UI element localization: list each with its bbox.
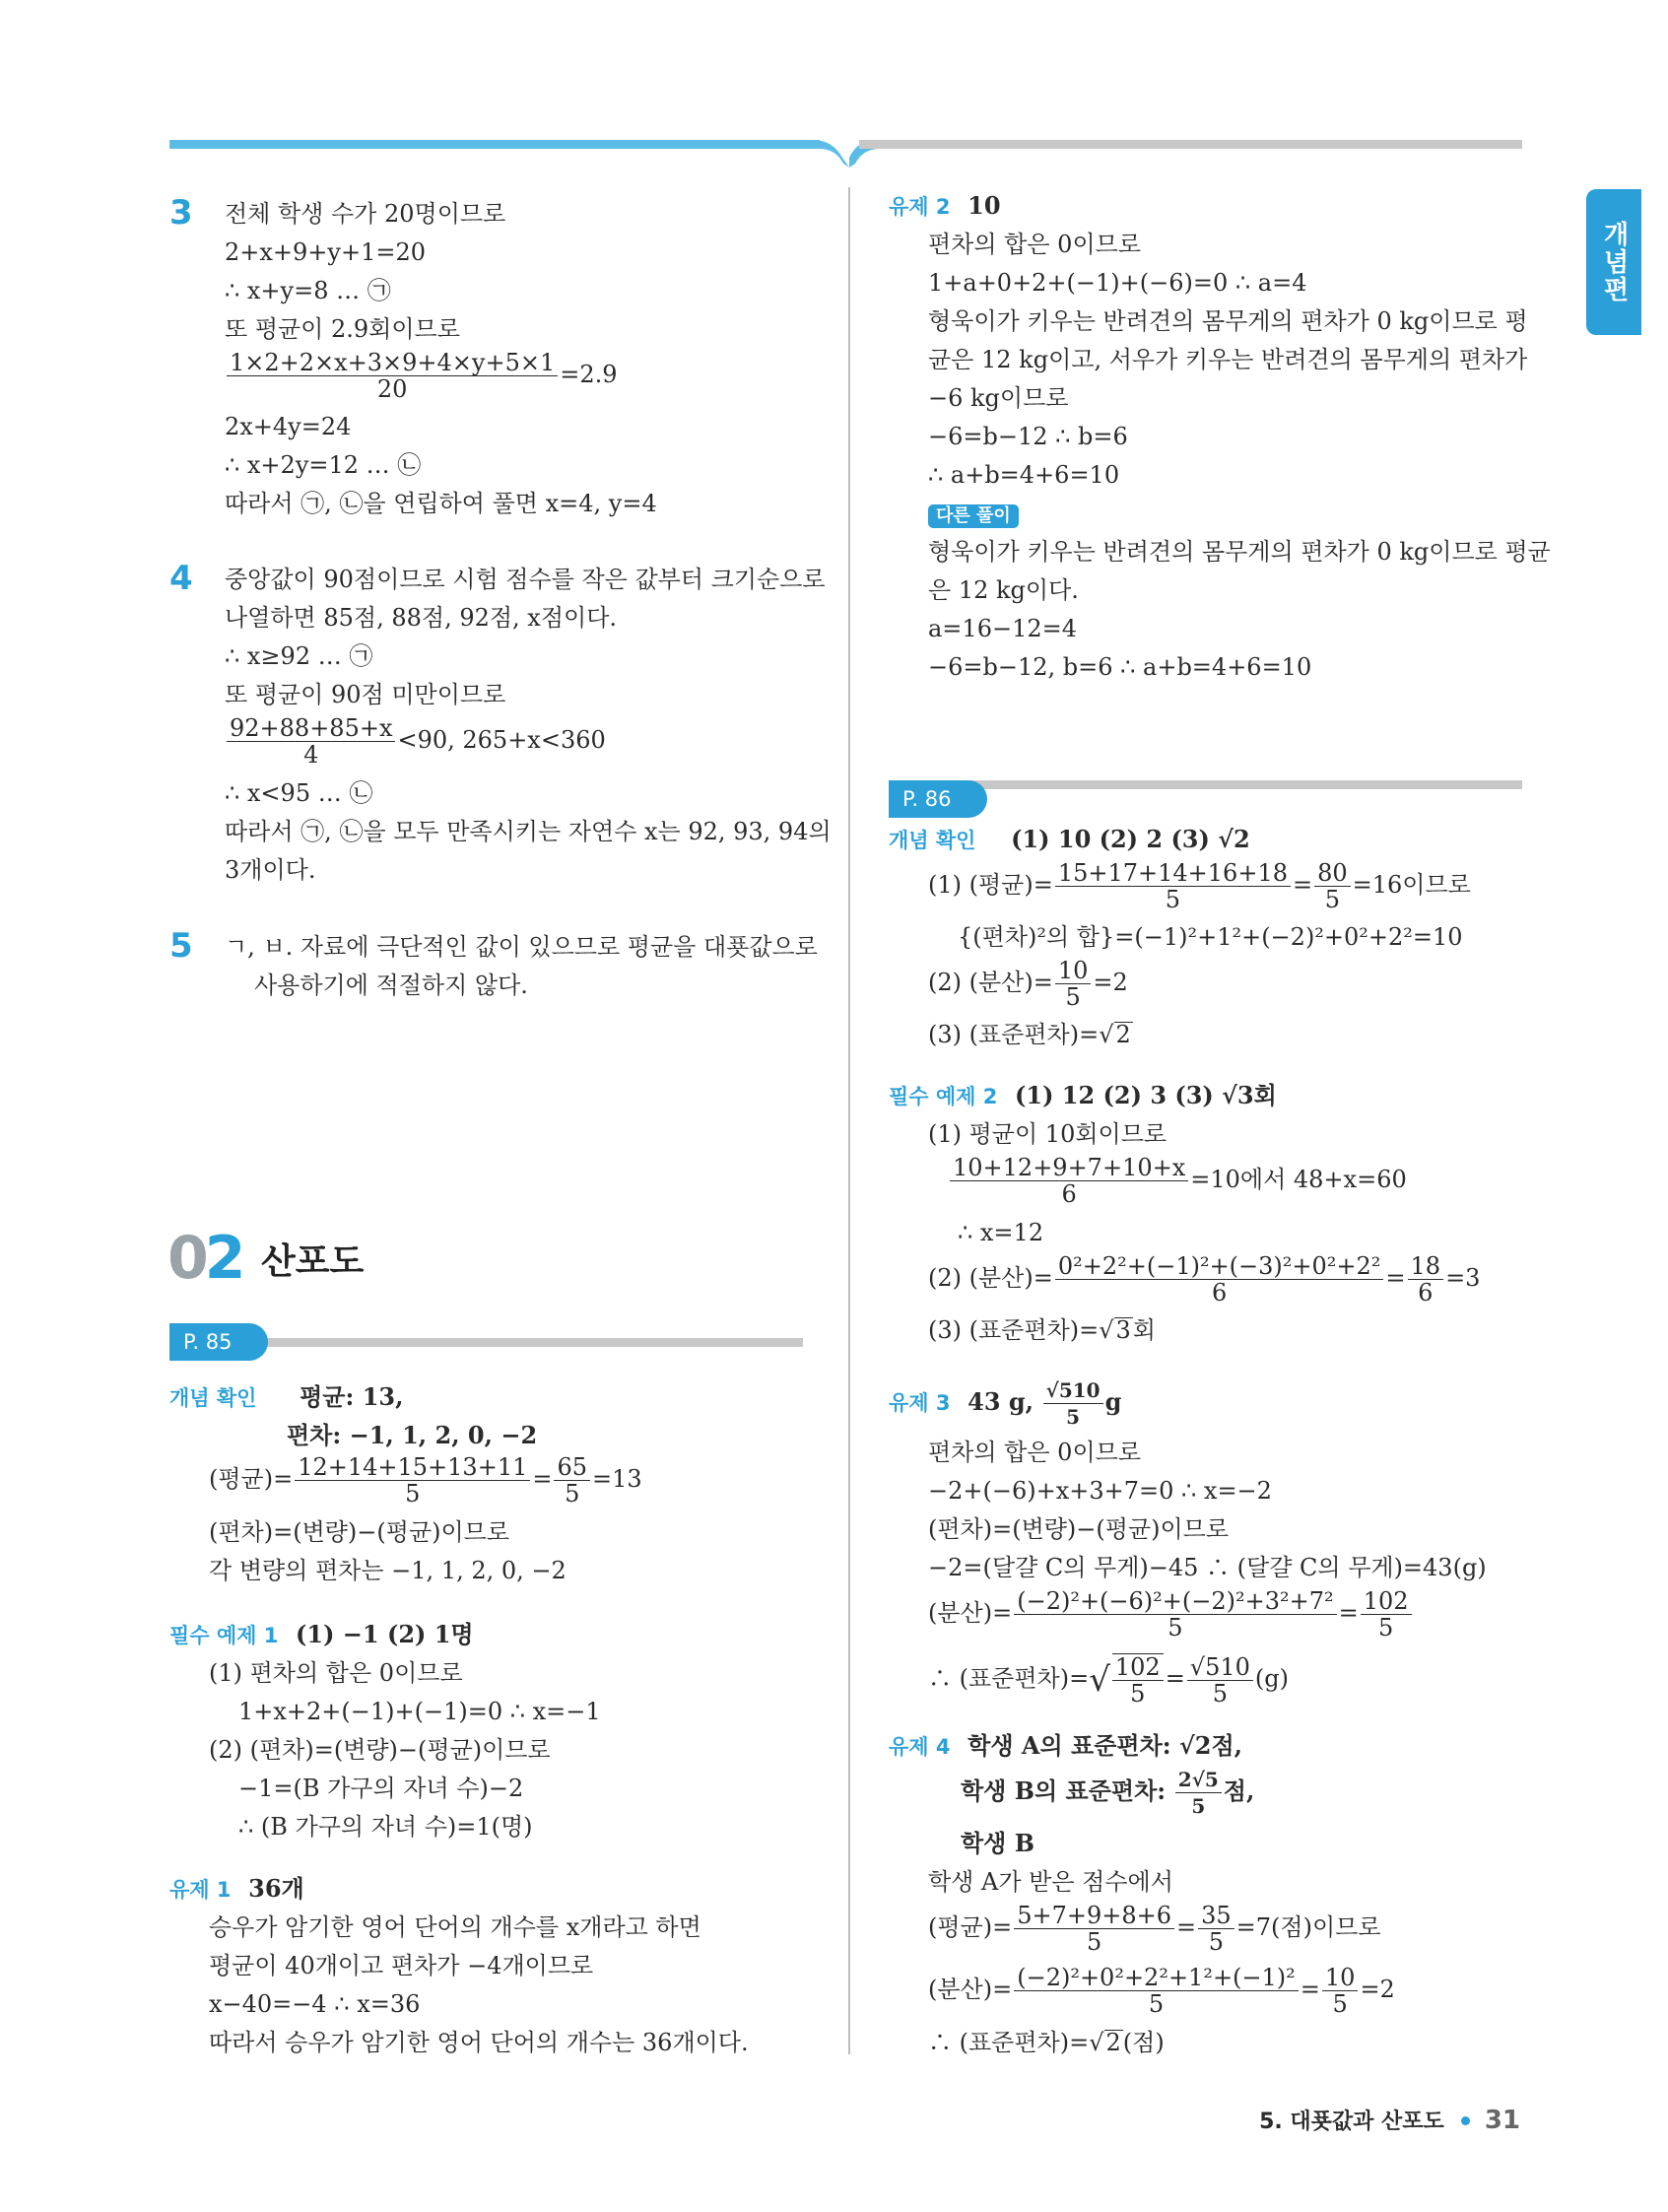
equation: ∴ (B 가구의 자녀 수)=1(명) bbox=[238, 1813, 533, 1841]
denominator: 5 bbox=[1191, 1794, 1206, 1818]
denominator: 5 bbox=[1212, 1679, 1228, 1708]
problem-header bbox=[889, 1731, 1242, 1762]
problem-number: 4 bbox=[169, 559, 193, 598]
page-ref-bar bbox=[246, 1338, 803, 1347]
rhs: =2 bbox=[1360, 1976, 1395, 2003]
answer: 10 bbox=[967, 191, 1001, 220]
rhs: =7(점)이므로 bbox=[1235, 1913, 1381, 1941]
numerator: 18 bbox=[1408, 1253, 1444, 1280]
section-number-zero: 0 bbox=[167, 1224, 205, 1293]
concept-label: 개념 확인 bbox=[169, 1386, 257, 1410]
fraction-equation bbox=[928, 958, 1128, 1010]
numerator: 102 bbox=[1112, 1654, 1164, 1681]
equation: ∴ x+2y=12 … ㉡ bbox=[225, 451, 422, 479]
equation: ∴ x≥92 … ㉠ bbox=[225, 642, 373, 670]
section-number-two: 2 bbox=[204, 1224, 242, 1293]
lhs: (평균)= bbox=[928, 1913, 1013, 1941]
page-ref-badge: P. 85 bbox=[169, 1323, 268, 1361]
eq: = bbox=[532, 1465, 553, 1493]
numerator: √510 bbox=[1187, 1654, 1253, 1681]
fraction-equation bbox=[209, 1454, 642, 1507]
denominator: 5 bbox=[1148, 1990, 1165, 2018]
numerator: (−2)²+0²+2²+1²+(−1)² bbox=[1014, 1965, 1299, 1991]
chapter-title: 5. 대푯값과 산포도 bbox=[1259, 2110, 1444, 2134]
numerator: √510 bbox=[1043, 1377, 1103, 1404]
denominator: 5 bbox=[1066, 1405, 1081, 1429]
text-line: 전체 학생 수가 20명이므로 bbox=[225, 200, 506, 228]
equation: 1+x+2+(−1)+(−1)=0 ∴ x=−1 bbox=[238, 1698, 601, 1725]
text-line: 평균이 40개이고 편차가 −4개이므로 bbox=[209, 1952, 594, 1979]
denominator: 5 bbox=[1168, 1614, 1183, 1642]
fraction-equation bbox=[225, 715, 606, 768]
section-number bbox=[167, 1224, 242, 1293]
answer: 학생 B의 표준편차: bbox=[961, 1776, 1167, 1805]
text-line: 형욱이가 키우는 반려견의 몸무게의 편차가 0 kg이므로 평 bbox=[928, 307, 1528, 335]
eq: = bbox=[1338, 1599, 1359, 1627]
lhs: (분산)= bbox=[928, 1599, 1013, 1627]
numerator: 10+12+9+7+10+x bbox=[950, 1155, 1188, 1181]
text-line: (1) 평균이 10회이므로 bbox=[928, 1120, 1168, 1148]
fraction-equation: ∴ (표준편차)=√ $\frac{102}{5}$ = $\frac{√510}{5}$ (g) bbox=[928, 1652, 1289, 1708]
equation: −6=b−12 ∴ b=6 bbox=[928, 423, 1128, 450]
answer: 학생 B bbox=[961, 1829, 1035, 1857]
answer: 학생 A의 표준편차: √2점, bbox=[967, 1731, 1242, 1760]
radicand: 2 bbox=[1105, 2029, 1121, 2056]
numerator: 10 bbox=[1322, 1965, 1359, 1991]
denominator: 6 bbox=[1418, 1279, 1434, 1307]
numerator: 2√5 bbox=[1175, 1767, 1222, 1793]
concept-label: 개념 확인 bbox=[889, 829, 976, 852]
concept-check bbox=[169, 1382, 403, 1413]
denominator: 5 bbox=[1324, 886, 1340, 913]
equation: −2+(−6)+x+3+7=0 ∴ x=−2 bbox=[928, 1477, 1272, 1505]
numerator: 65 bbox=[554, 1454, 590, 1481]
text-line: 따라서 승우가 암기한 영어 단어의 개수는 36개이다. bbox=[209, 2029, 749, 2056]
fraction-equation bbox=[928, 1588, 1414, 1641]
numerator: 1×2+2×x+3×9+4×y+5×1 bbox=[227, 350, 558, 376]
numerator: 5+7+9+8+6 bbox=[1014, 1903, 1174, 1929]
problem-header bbox=[169, 1874, 304, 1905]
denominator: 6 bbox=[1061, 1180, 1077, 1208]
text-line: 3개이다. bbox=[225, 856, 316, 884]
denominator: 5 bbox=[1332, 1990, 1348, 2018]
denominator: 5 bbox=[1065, 983, 1081, 1011]
fraction-equation bbox=[225, 350, 618, 402]
equation: (3) (표준편차)=√2 bbox=[928, 1021, 1131, 1048]
rhs: =2.9 bbox=[560, 361, 618, 388]
fraction-equation bbox=[948, 1155, 1407, 1207]
lhs: (평균)= bbox=[209, 1465, 294, 1493]
denominator: 20 bbox=[376, 375, 408, 403]
problem-header bbox=[889, 191, 1001, 222]
denominator: 5 bbox=[1165, 886, 1181, 913]
text-line: 균은 12 kg이고, 서우가 키우는 반려견의 몸무게의 편차가 bbox=[928, 346, 1528, 373]
text-line: 학생 A가 받은 점수에서 bbox=[928, 1868, 1173, 1896]
text-line: 형욱이가 키우는 반려견의 몸무게의 편차가 0 kg이므로 평균 bbox=[928, 538, 1551, 566]
example-header bbox=[889, 1081, 1277, 1111]
text-line: 따라서 ㉠, ㉡을 모두 만족시키는 자연수 x는 92, 93, 94의 bbox=[225, 818, 832, 845]
example-label: 필수 예제 1 bbox=[169, 1624, 279, 1647]
numerator: 15+17+14+16+18 bbox=[1055, 860, 1291, 887]
unit: g bbox=[1104, 1387, 1122, 1416]
text-line: 편차의 합은 0이므로 bbox=[928, 231, 1141, 258]
answer: 점, bbox=[1223, 1776, 1255, 1805]
answer: (1) 12 (2) 3 (3) √3회 bbox=[1015, 1081, 1277, 1109]
numerator: 80 bbox=[1314, 860, 1351, 887]
side-tab[interactable]: 개념편 bbox=[1586, 189, 1641, 335]
concept-check bbox=[889, 825, 1250, 855]
text-line: 나열하면 85점, 88점, 92점, x점이다. bbox=[225, 604, 618, 632]
equation: ∴ a+b=4+6=10 bbox=[928, 461, 1120, 489]
equation: −2=(달걀 C의 무게)−45 ∴ (달걀 C의 무게)=43(g) bbox=[928, 1554, 1487, 1581]
text-line: −6 kg이므로 bbox=[928, 384, 1069, 412]
numerator: 0²+2²+(−1)²+(−3)²+0²+2² bbox=[1055, 1253, 1384, 1280]
problem-label: 유제 4 bbox=[889, 1735, 951, 1759]
text-line: 은 12 kg이다. bbox=[928, 576, 1079, 604]
rhs: 회 bbox=[1132, 1316, 1156, 1344]
equation: ∴ x+y=8 … ㉠ bbox=[225, 277, 391, 304]
answer: 평균: 13, bbox=[300, 1382, 404, 1411]
text-line: 사용하기에 적절하지 않다. bbox=[254, 972, 528, 999]
equation: 1+a+0+2+(−1)+(−6)=0 ∴ a=4 bbox=[928, 269, 1307, 297]
lhs: (3) (표준편차)= bbox=[928, 1316, 1100, 1344]
denominator: 5 bbox=[405, 1480, 421, 1508]
equation: a=16−12=4 bbox=[928, 615, 1077, 642]
text-line: 또 평균이 90점 미만이므로 bbox=[225, 681, 506, 708]
rhs: =3 bbox=[1445, 1264, 1481, 1292]
eq: = bbox=[1300, 1976, 1320, 2003]
radicand: 2 bbox=[1115, 1021, 1131, 1048]
eq: = bbox=[1165, 1664, 1185, 1693]
text-line: (편차)=(변량)−(평균)이므로 bbox=[928, 1515, 1230, 1543]
equation: {(편차)²의 합}=(−1)²+1²+(−2)²+0²+2²=10 bbox=[958, 923, 1463, 951]
eq: = bbox=[1385, 1264, 1406, 1292]
page-number: 31 bbox=[1484, 2106, 1520, 2135]
equation: ∴ (표준편차)=√2(점) bbox=[928, 2029, 1165, 2056]
equation: −6=b−12, b=6 ∴ a+b=4+6=10 bbox=[928, 653, 1312, 681]
denominator: 5 bbox=[1130, 1680, 1146, 1708]
answer: (1) −1 (2) 1명 bbox=[296, 1620, 474, 1648]
page-ref-badge: P. 86 bbox=[889, 780, 987, 818]
problem-number: 5 bbox=[169, 926, 193, 966]
problem-label: 유제 3 bbox=[889, 1391, 951, 1415]
answer: 36개 bbox=[248, 1874, 304, 1903]
problem-header bbox=[889, 1377, 1121, 1430]
denominator: 6 bbox=[1211, 1279, 1228, 1307]
example-header bbox=[169, 1620, 474, 1650]
lhs: (1) (평균)= bbox=[928, 871, 1053, 899]
denominator: 4 bbox=[303, 741, 319, 769]
eq: = bbox=[1292, 871, 1313, 899]
radicand: 3 bbox=[1115, 1316, 1131, 1344]
text-line: 편차의 합은 0이므로 bbox=[928, 1439, 1141, 1466]
lhs: (분산)= bbox=[928, 1976, 1013, 2003]
equation: 2+x+9+y+1=20 bbox=[225, 238, 426, 266]
lhs: (3) (표준편차)= bbox=[928, 1021, 1100, 1048]
answer-line bbox=[961, 1767, 1254, 1819]
fraction-equation bbox=[928, 860, 1471, 912]
equation: −1=(B 가구의 자녀 수)−2 bbox=[238, 1775, 524, 1802]
rhs: (g) bbox=[1254, 1664, 1289, 1693]
header-band bbox=[0, 0, 1668, 168]
text-line: 각 변량의 편차는 −1, 1, 2, 0, −2 bbox=[209, 1557, 567, 1584]
eq: = bbox=[1176, 1913, 1197, 1941]
text-line: 또 평균이 2.9회이므로 bbox=[225, 315, 460, 343]
lhs: ∴ (표준편차)= bbox=[928, 1664, 1090, 1693]
problem-label: 유제 2 bbox=[889, 195, 951, 219]
text-line: ㄱ, ㅂ. 자료에 극단적인 값이 있으므로 평균을 대푯값으로 bbox=[225, 933, 818, 961]
text-line: 따라서 ㉠, ㉡을 연립하여 풀면 x=4, y=4 bbox=[225, 490, 657, 517]
answer: (1) 10 (2) 2 (3) √2 bbox=[1011, 825, 1250, 853]
problem-label: 유제 1 bbox=[169, 1878, 232, 1902]
alt-solution-badge: 다른 풀이 bbox=[928, 504, 1019, 528]
fraction-equation bbox=[928, 1965, 1395, 2017]
denominator: 5 bbox=[565, 1480, 580, 1508]
equation: x−40=−4 ∴ x=36 bbox=[209, 1990, 421, 2018]
text-line: 중앙값이 90점이므로 시험 점수를 작은 값부터 크기순으로 bbox=[225, 566, 826, 593]
text-line: 승우가 암기한 영어 단어의 개수를 x개라고 하면 bbox=[209, 1913, 701, 1941]
rhs: =13 bbox=[592, 1465, 642, 1493]
equation: ∴ x<95 … ㉡ bbox=[225, 779, 373, 807]
lhs: (2) (분산)= bbox=[928, 1264, 1053, 1292]
answer: 43 g, bbox=[967, 1387, 1034, 1416]
denominator: 5 bbox=[1086, 1928, 1102, 1956]
answer: 편차: −1, 1, 2, 0, −2 bbox=[287, 1421, 538, 1449]
rhs: (점) bbox=[1122, 2029, 1165, 2056]
numerator: 102 bbox=[1361, 1588, 1412, 1615]
numerator: 92+88+85+x bbox=[227, 715, 395, 742]
bullet-dot bbox=[1461, 2116, 1470, 2125]
footer bbox=[1259, 2105, 1520, 2135]
rhs: =2 bbox=[1093, 969, 1128, 996]
equation: 2x+4y=24 bbox=[225, 413, 352, 440]
equation: (3) (표준편차)=√3회 bbox=[928, 1316, 1156, 1344]
numerator: 35 bbox=[1198, 1903, 1234, 1929]
page-ref-bar bbox=[966, 780, 1522, 789]
numerator: (−2)²+(−6)²+(−2)²+3²+7² bbox=[1014, 1588, 1336, 1615]
denominator: 5 bbox=[1378, 1614, 1394, 1642]
rhs: =16이므로 bbox=[1352, 871, 1471, 899]
section-title: 산포도 bbox=[261, 1241, 365, 1282]
text-line: (1) 편차의 합은 0이므로 bbox=[209, 1659, 463, 1687]
text-line: (2) (편차)=(변량)−(평균)이므로 bbox=[209, 1736, 551, 1764]
text-line: (편차)=(변량)−(평균)이므로 bbox=[209, 1518, 510, 1546]
fraction-equation bbox=[928, 1903, 1381, 1955]
rhs: <90, 265+x<360 bbox=[397, 726, 606, 754]
numerator: 12+14+15+13+11 bbox=[295, 1454, 530, 1481]
problem-number: 3 bbox=[169, 193, 193, 233]
column-divider bbox=[848, 187, 850, 2054]
equation: ∴ x=12 bbox=[958, 1219, 1044, 1246]
numerator: 10 bbox=[1055, 958, 1092, 984]
lhs: ∴ (표준편차)= bbox=[928, 2029, 1090, 2056]
denominator: 5 bbox=[1208, 1928, 1225, 1956]
lhs: (2) (분산)= bbox=[928, 969, 1053, 996]
rhs: =10에서 48+x=60 bbox=[1190, 1166, 1407, 1193]
alt-solution bbox=[928, 499, 1019, 528]
fraction-equation bbox=[928, 1253, 1480, 1306]
example-label: 필수 예제 2 bbox=[889, 1085, 998, 1108]
